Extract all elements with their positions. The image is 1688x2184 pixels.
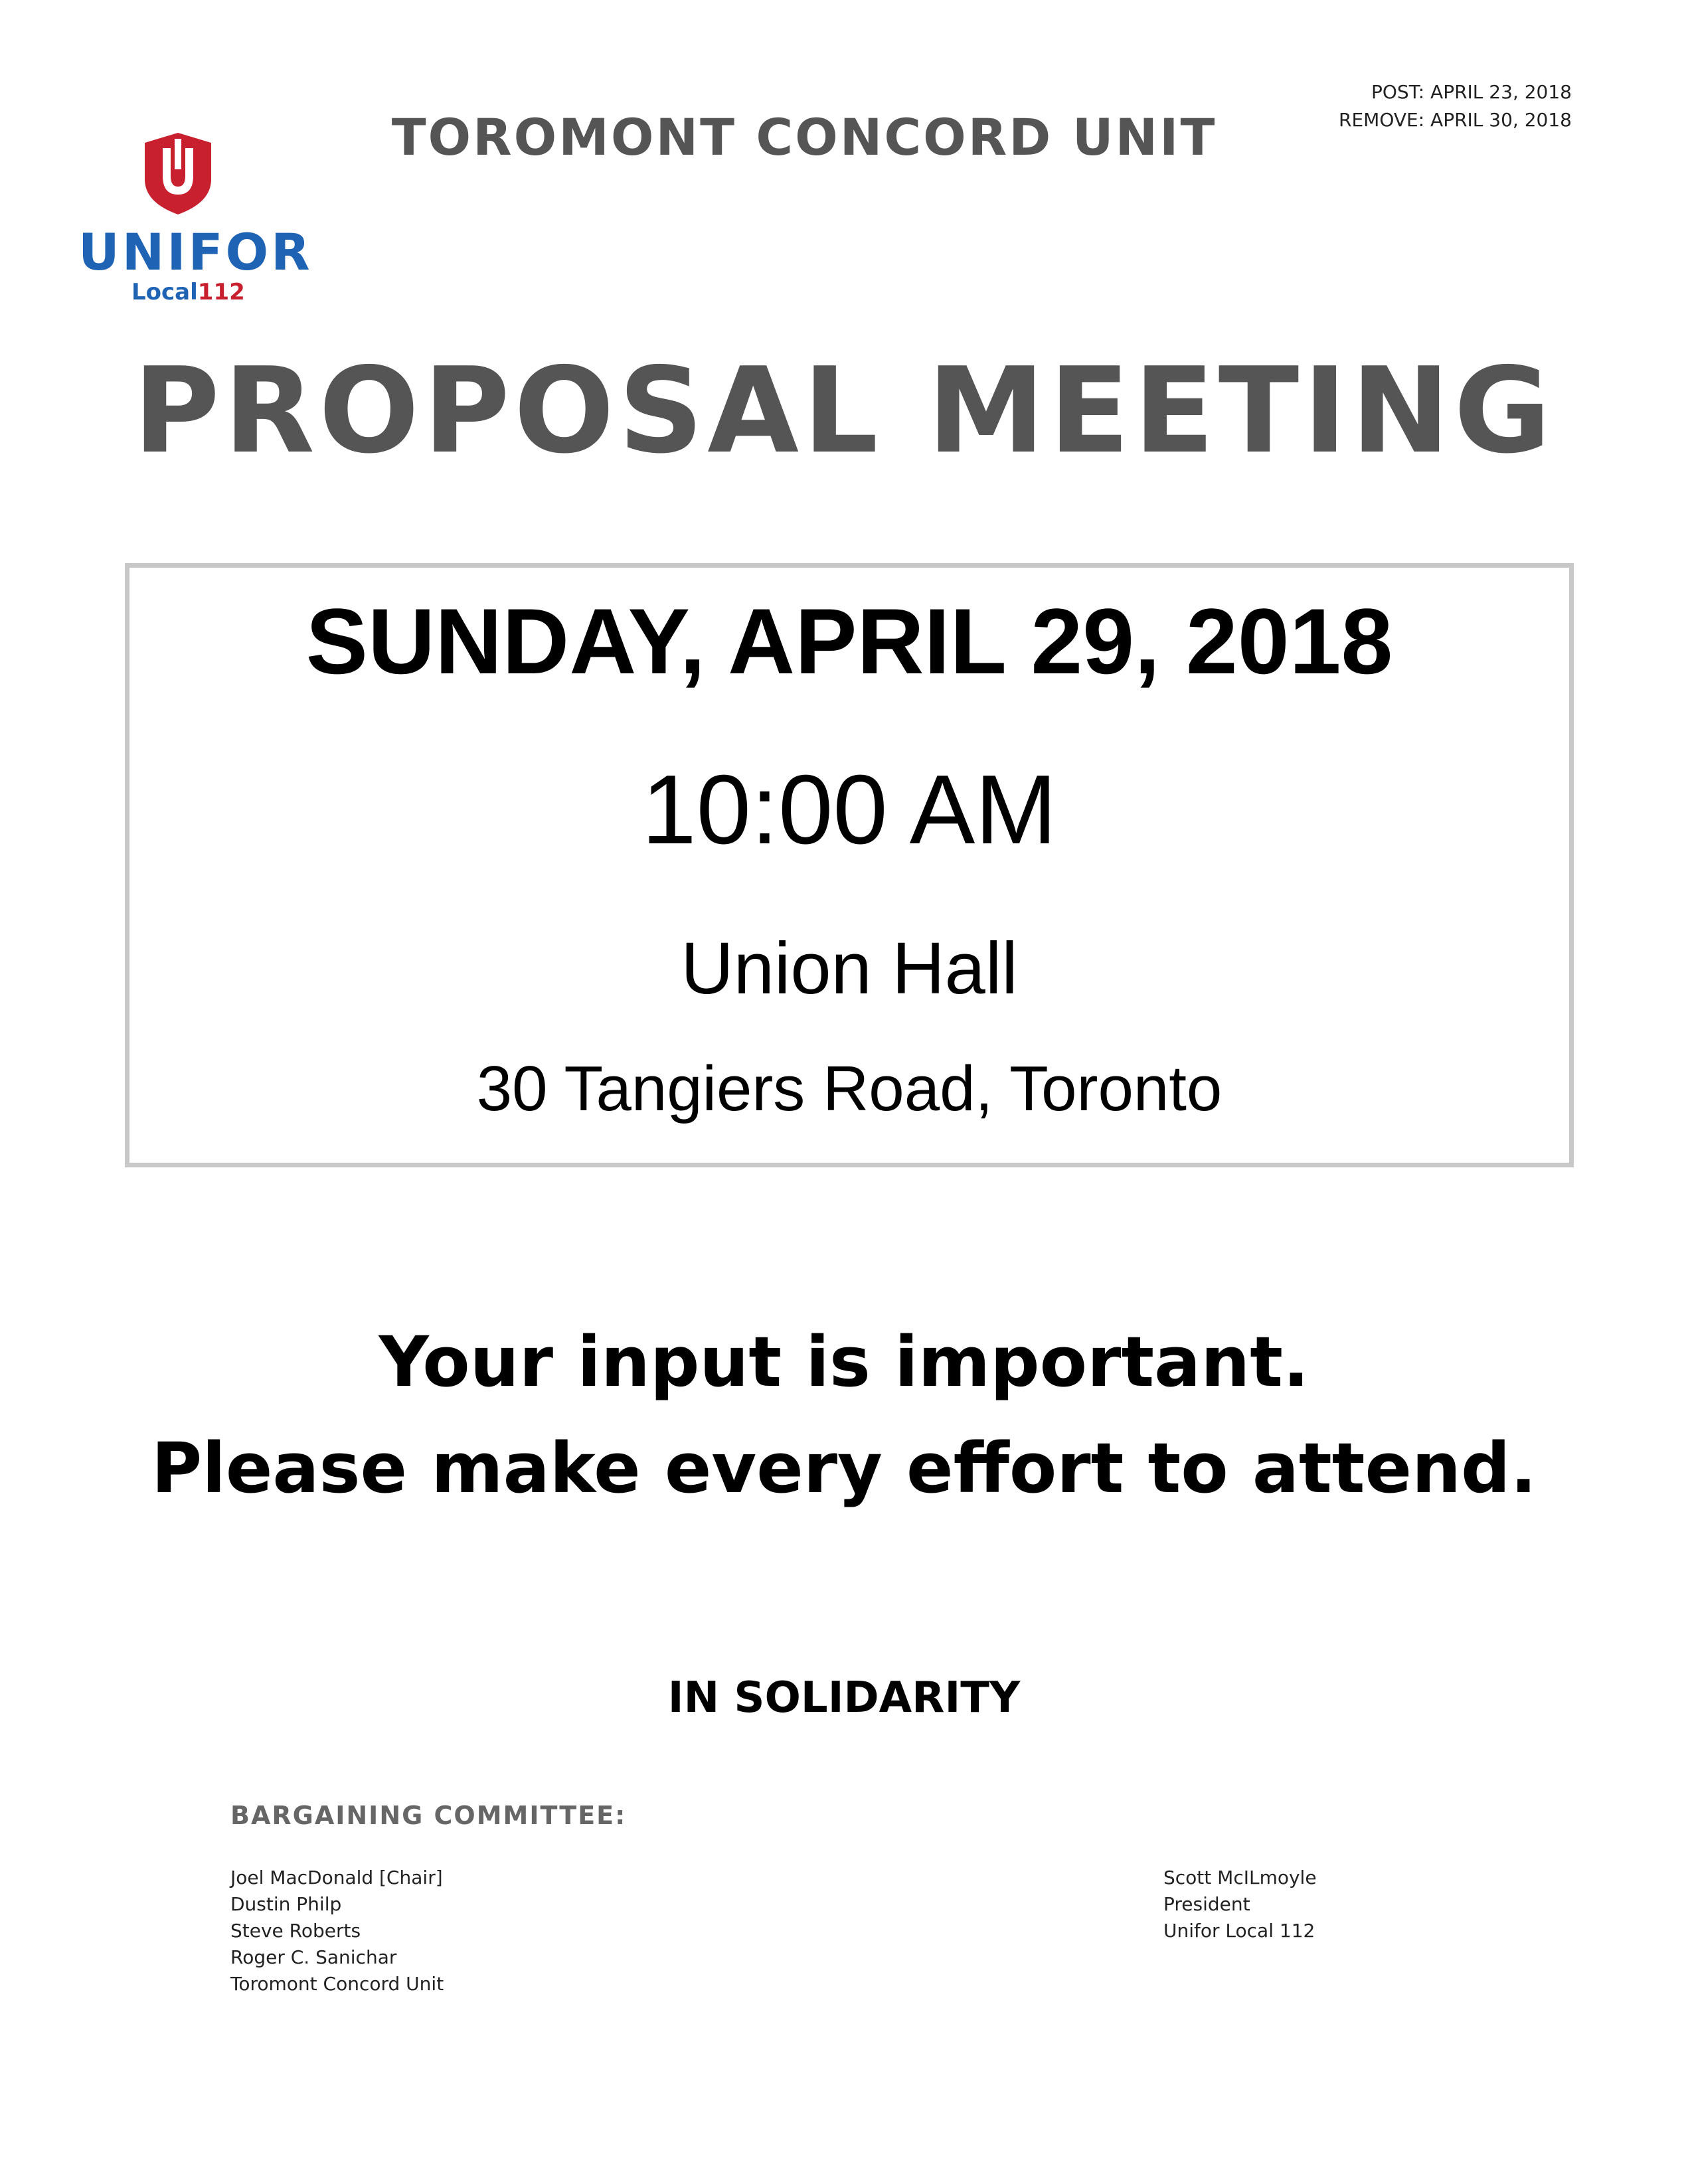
unit-title: TOROMONT CONCORD UNIT xyxy=(391,108,1217,167)
president-name: Scott McILmoyle xyxy=(1163,1867,1317,1889)
logo-local-label xyxy=(131,279,245,305)
committee-heading: BARGAINING COMMITTEE: xyxy=(230,1801,627,1830)
committee-member: Roger C. Sanichar xyxy=(230,1946,397,1968)
appeal-line-2: Please make every effort to attend. xyxy=(151,1428,1537,1509)
event-place: Union Hall xyxy=(681,928,1018,1009)
unifor-shield-icon xyxy=(141,129,214,216)
president-title: President xyxy=(1163,1893,1250,1915)
page-title: PROPOSAL MEETING xyxy=(133,342,1555,479)
president-signature-block xyxy=(1163,1865,1317,1944)
committee-members-list xyxy=(230,1865,444,1997)
committee-member: Toromont Concord Unit xyxy=(230,1973,444,1995)
president-local: Unifor Local 112 xyxy=(1163,1920,1315,1942)
committee-member: Steve Roberts xyxy=(230,1920,361,1942)
post-date: POST: APRIL 23, 2018 xyxy=(1371,81,1572,103)
event-date: SUNDAY, APRIL 29, 2018 xyxy=(305,589,1393,693)
event-time: 10:00 AM xyxy=(641,755,1057,865)
committee-member: Dustin Philp xyxy=(230,1893,342,1915)
logo-wordmark: UNIFOR xyxy=(78,222,313,282)
unifor-logo xyxy=(78,129,313,315)
event-details-box xyxy=(125,563,1574,1167)
logo-local-number: 112 xyxy=(197,279,245,305)
logo-local-word: Local xyxy=(131,279,198,305)
closing-solidarity: IN SOLIDARITY xyxy=(667,1673,1021,1722)
remove-date: REMOVE: APRIL 30, 2018 xyxy=(1339,109,1572,131)
appeal-line-1: Your input is important. xyxy=(379,1321,1309,1402)
committee-member: Joel MacDonald [Chair] xyxy=(230,1867,443,1889)
event-address: 30 Tangiers Road, Toronto xyxy=(476,1053,1223,1124)
